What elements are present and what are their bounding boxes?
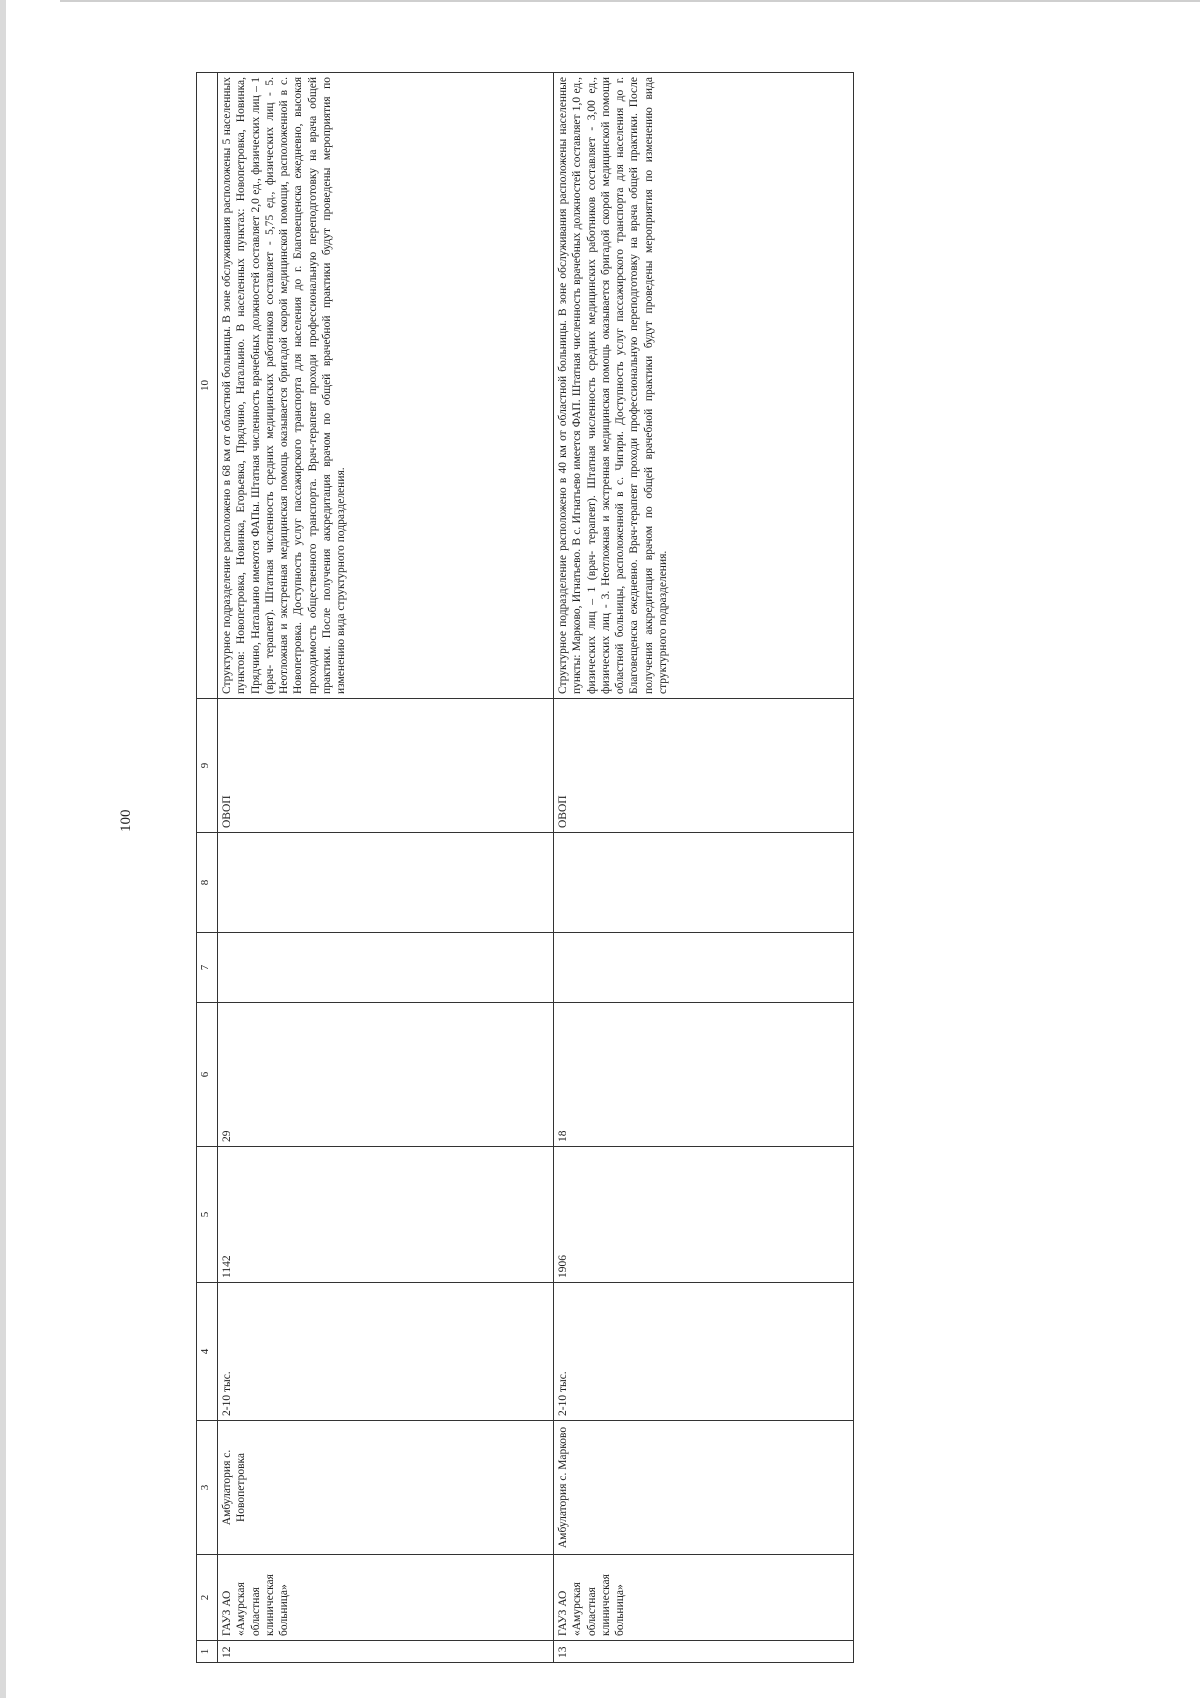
- scan-top-edge: [60, 0, 1200, 8]
- column-header: 7: [197, 933, 218, 1003]
- row-number: 12: [218, 1641, 554, 1663]
- cell-col7: [553, 933, 853, 1003]
- column-header: 4: [197, 1283, 218, 1421]
- data-table: [196, 72, 854, 1663]
- column-header: 9: [197, 699, 218, 833]
- page-number: 100: [118, 809, 134, 832]
- row-number: 13: [553, 1641, 853, 1663]
- description-cell: Структурное подразделение расположено в 40 км от областной больницы. В зоне обслуживания расположены населенные пункты: Марково, Игнатьево. В с. Игнатьево имеется ФАП. Штатная численность врачебных должностей составляет 1,0 ед., физических лиц – 1 (врач- терапевт). Штатная численность средних медицинских работников составляет - 3,00 ед., физических лиц - 3. Неотложная и экстренная медицинская помощь оказывается бригадой скорой медицинской помощи областной больницы, расположенной в с. Чигири. Доступность услуг пассажирского транспорта для населения до г. Благовещенска ежедневно. Врач-терапевт проходи профессиональную переподготовку на врача общей практики. После получения аккредитация врачом по общей врачебной практики будут проведены мероприятия по изменению вида структурного подразделения.: [553, 73, 853, 699]
- column-header: 3: [197, 1421, 218, 1555]
- table-header-row: [197, 73, 218, 1663]
- description-cell: Структурное подразделение расположено в 68 км от областной больницы. В зоне обслуживания расположены 5 населенных пунктов: Новопетровка, Новинка, Егорьевка, Прядчино, Натальино. В населенных пунктах: Новопетровка, Новинка, Прядчино, Натальино имеются ФАПы. Штатная численность врачебных должностей составляет 2,0 ед., физических лиц – 1 (врач- терапевт). Штатная численность средних медицинских работников составляет - 5,75 ед., физических лиц - 5. Неотложная и экстренная медицинская помощь оказывается бригадой скорой медицинской помощи, расположенной в с. Новопетровка. Доступность услуг пассажирского транспорта для населения до г. Благовещенска ежедневно, высокая проходимость общественного транспорта. Врач-терапевт проходи профессиональную переподготовку на врача общей практики. После получения аккредитация врачом по общей врачебной практики будут проведены мероприятия по изменению вида структурного подразделения.: [218, 73, 554, 699]
- cell-col5: 1906: [553, 1147, 853, 1283]
- cell-col8: [218, 833, 554, 933]
- column-header: 5: [197, 1147, 218, 1283]
- cell-col6: 18: [553, 1003, 853, 1147]
- cell-col9: ОВОП: [553, 699, 853, 833]
- unit-name: Амбулатория с. Марково: [553, 1421, 853, 1555]
- cell-col8: [553, 833, 853, 933]
- cell-col6: 29: [218, 1003, 554, 1147]
- population-group: 2-10 тыс.: [553, 1283, 853, 1421]
- rotated-table-wrapper: [196, 73, 854, 1663]
- column-header: 10: [197, 73, 218, 699]
- table-row: [218, 73, 554, 1663]
- organization-name: ГАУЗ АО «Амурская областная клиническая больница»: [218, 1555, 554, 1641]
- column-header: 8: [197, 833, 218, 933]
- column-header: 1: [197, 1641, 218, 1663]
- organization-name: ГАУЗ АО «Амурская областная клиническая больница»: [553, 1555, 853, 1641]
- column-header: 6: [197, 1003, 218, 1147]
- unit-name: Амбулатория с. Новопетровка: [218, 1421, 554, 1555]
- cell-col5: 1142: [218, 1147, 554, 1283]
- cell-col9: ОВОП: [218, 699, 554, 833]
- table-row: [553, 73, 853, 1663]
- population-group: 2-10 тыс.: [218, 1283, 554, 1421]
- column-header: 2: [197, 1555, 218, 1641]
- cell-col7: [218, 933, 554, 1003]
- scan-left-edge: [0, 0, 6, 1698]
